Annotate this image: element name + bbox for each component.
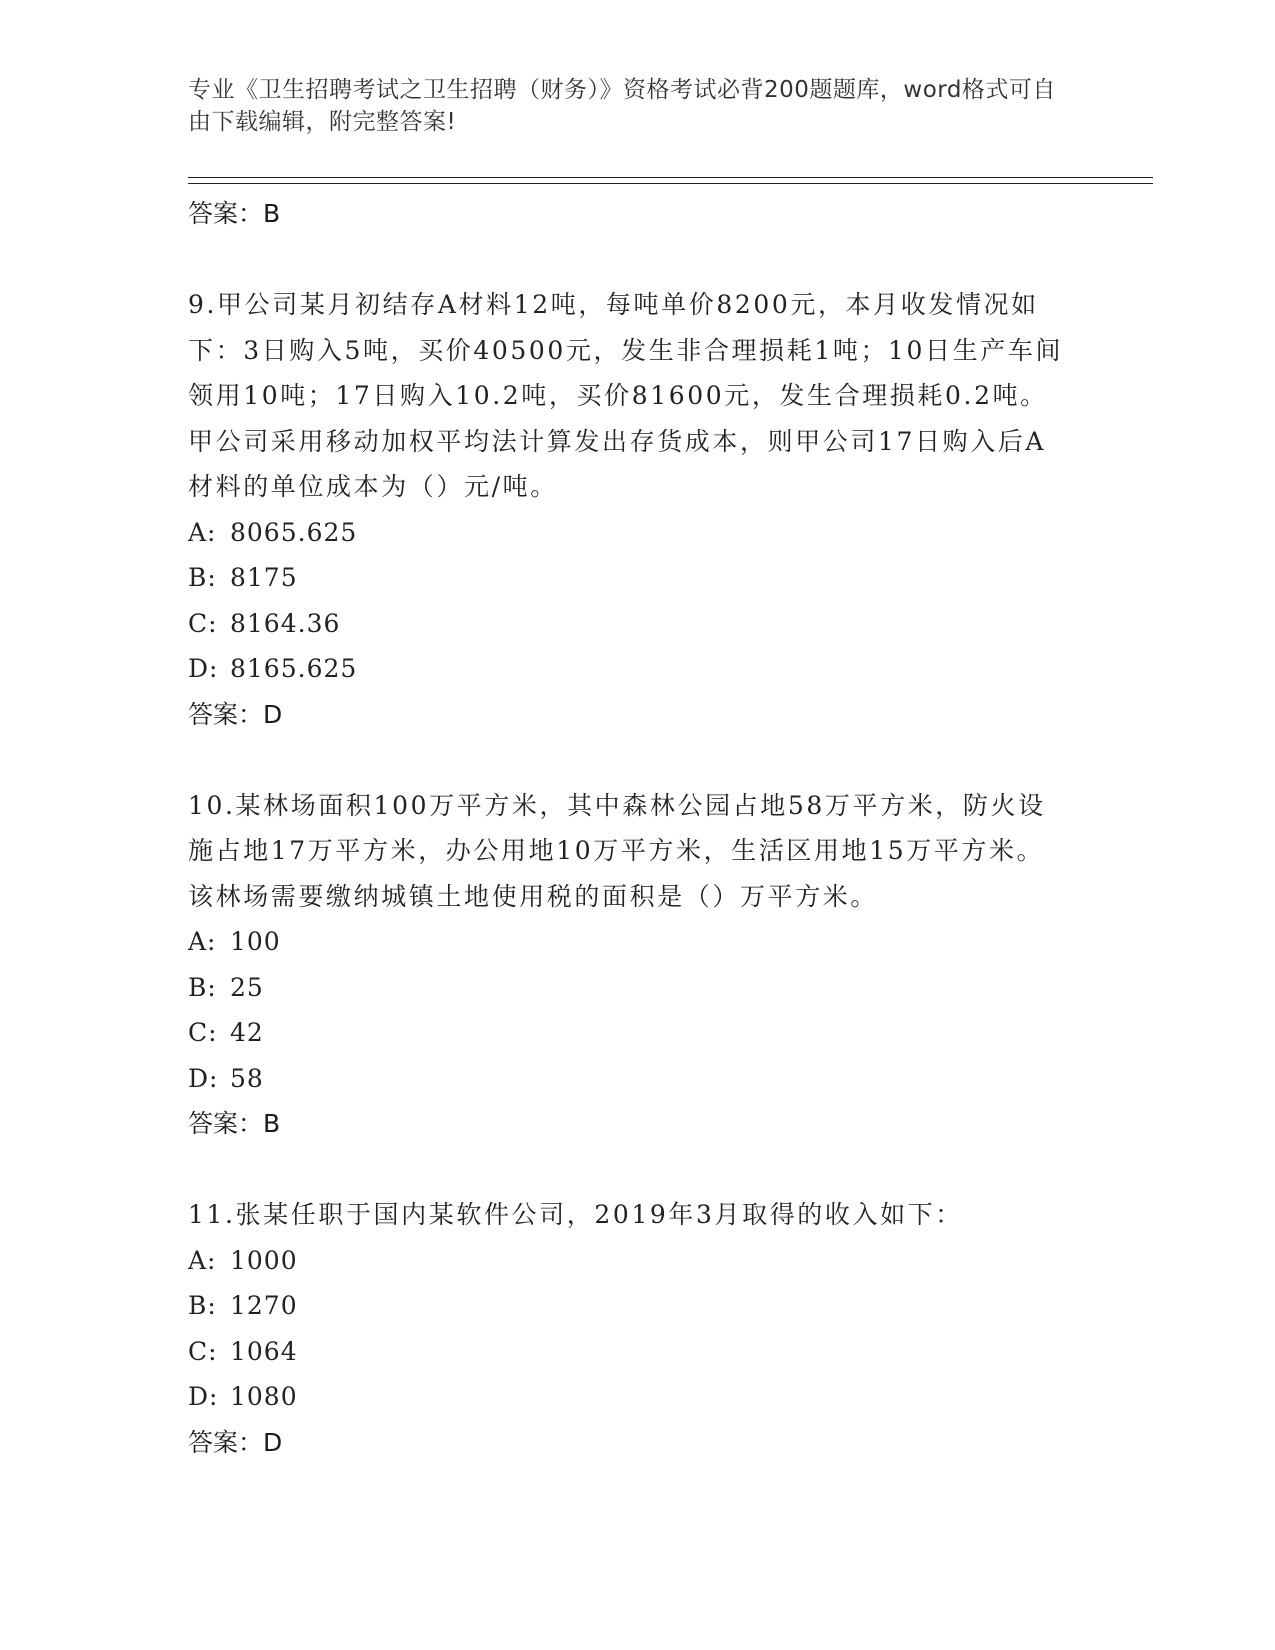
question-list [188,191,1068,1466]
option-value: 1270 [230,1291,298,1320]
option-d [188,1374,1068,1420]
header-divider-top [188,177,1153,178]
option-value: 8175 [230,563,298,592]
option-value: 42 [230,1018,264,1047]
option-c [188,601,1068,647]
option-label: B: [188,1291,217,1320]
option-label: A: [188,927,217,956]
option-value: 1064 [230,1336,298,1366]
option-c [188,1010,1068,1056]
spacer [188,237,1068,282]
option-label: C: [188,608,218,638]
option-label: A: [188,1245,217,1275]
question-text: 11.张某任职于国内某软件公司，2019年3月取得的收入如下： [188,1200,963,1229]
option-value: 8164.36 [230,608,341,638]
previous-answer: 答案：B [188,199,281,228]
question-block-9 [188,282,1068,738]
spacer [188,1147,1068,1192]
option-value: 8065.625 [230,517,358,547]
question-text: 9.甲公司某月初结存A材料12吨，每吨单价8200元，本月收发情况如下：3日购入5吨，买价40500元，发生非合理损耗1吨；10日生产车间领用10吨；17日购入10.2吨，买价81600元，发生合理损耗0.2吨。甲公司采用移动加权平均法计算发出存货成本，则甲公司17日购入后A材料的单位成本为（）元/吨。 [188,290,1064,501]
option-label: D: [188,1063,219,1093]
answer-line: 答案：D [188,699,283,729]
header-divider-bottom [188,183,1153,184]
answer-line: 答案：B [188,1109,281,1138]
option-b [188,555,1068,601]
option-c [188,1329,1068,1375]
option-label: D: [188,1382,219,1411]
option-value: 100 [230,927,281,956]
option-label: B: [188,972,217,1002]
document-header: 专业《卫生招聘考试之卫生招聘（财务）》资格考试必背200题题库，word格式可自由下载编辑，附完整答案! [188,77,1056,135]
option-a [188,919,1068,965]
answer-line: 答案：D [188,1427,283,1457]
option-value: 1080 [230,1382,298,1411]
option-label: B: [188,563,217,592]
option-a [188,510,1068,556]
option-label: D: [188,654,219,683]
option-label: C: [188,1336,218,1366]
option-d [188,1056,1068,1102]
option-b [188,1283,1068,1329]
option-a [188,1238,1068,1284]
option-label: A: [188,517,217,547]
option-label: C: [188,1018,218,1047]
question-block-10 [188,783,1068,1148]
spacer [188,738,1068,783]
option-value: 58 [230,1063,264,1093]
option-b [188,965,1068,1011]
question-block-11 [188,1192,1068,1466]
option-value: 8165.625 [230,654,358,683]
option-value: 1000 [230,1245,298,1275]
question-text: 10.某林场面积100万平方米，其中森林公园占地58万平方米，防火设施占地17万平方米，办公用地10万平方米，生活区用地15万平方米。该林场需要缴纳城镇土地使用税的面积是（）万平方米。 [188,790,1046,911]
option-d [188,646,1068,692]
option-value: 25 [230,972,264,1002]
